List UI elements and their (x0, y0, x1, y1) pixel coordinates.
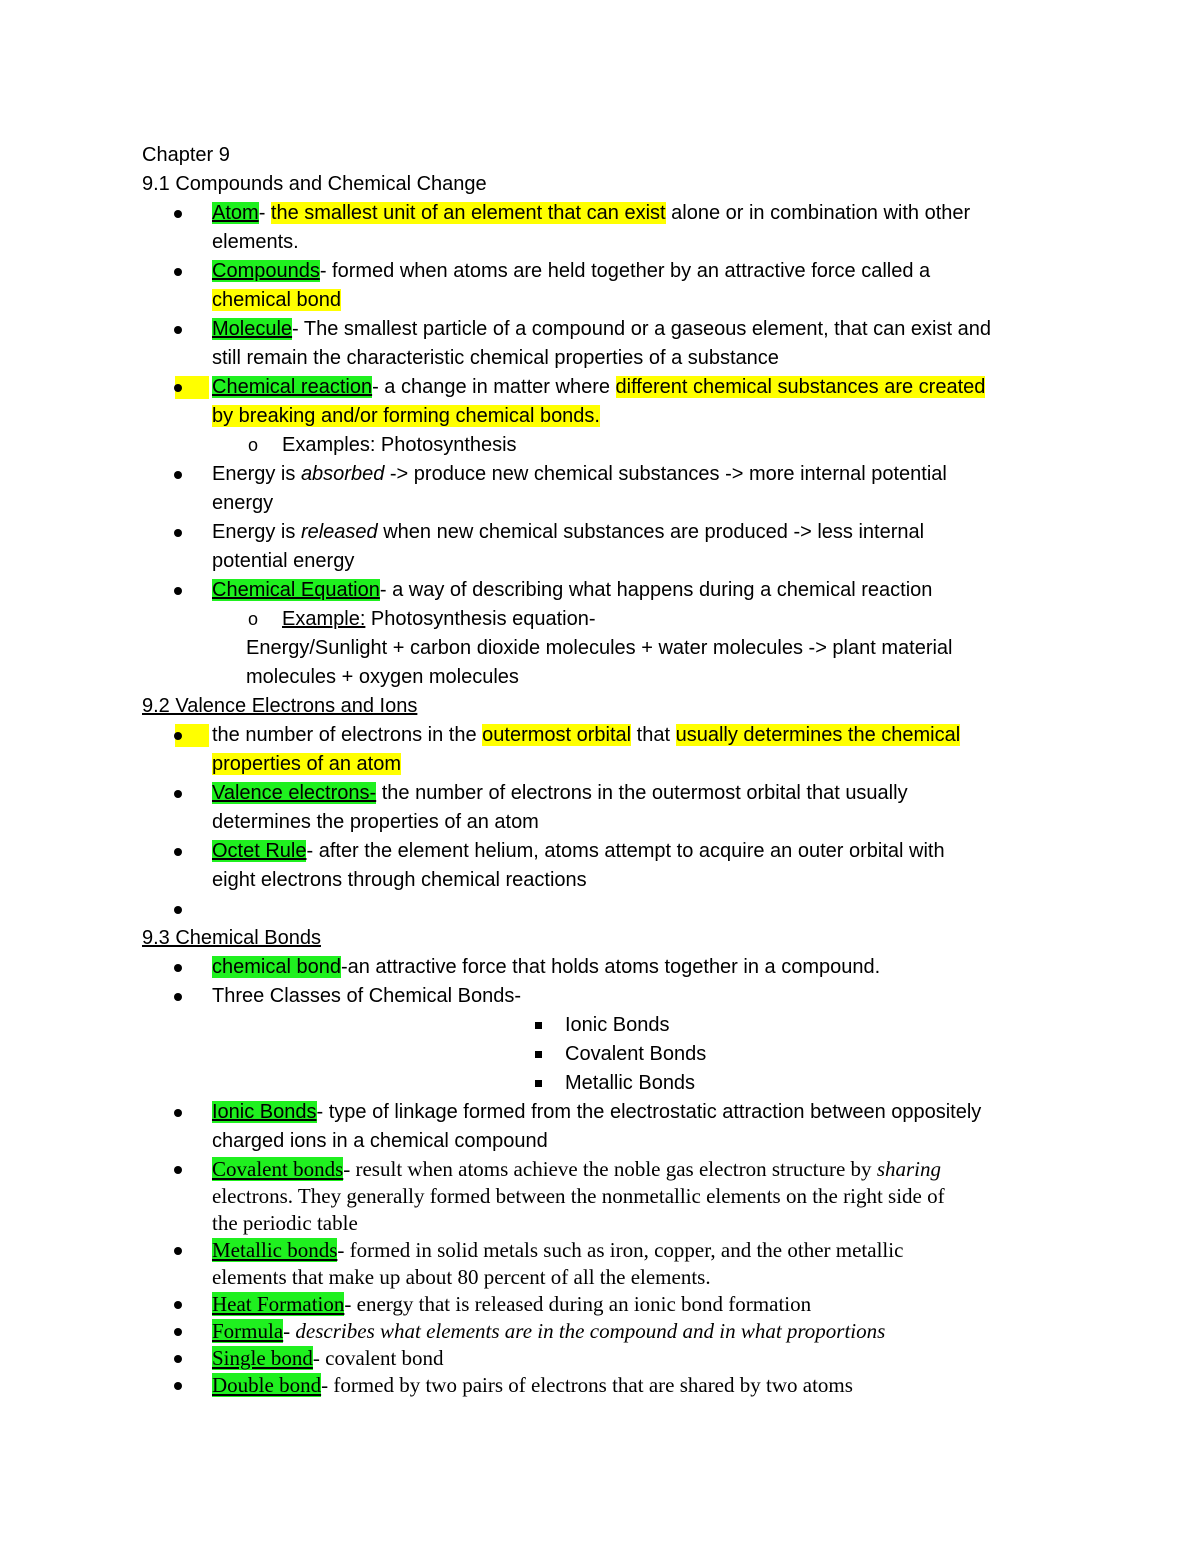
list-item-three-classes: Three Classes of Chemical Bonds- (142, 982, 1082, 1011)
term-octet-rule: Octet Rule (212, 840, 307, 862)
key-phrase: properties of an atom (212, 753, 401, 775)
bullet-icon (174, 906, 182, 914)
term-heat-formation: Heat Formation (212, 1292, 345, 1316)
term-valence-electrons: Valence electrons- (212, 782, 377, 804)
bullet-icon (174, 326, 182, 334)
circle-bullet-icon: o (248, 609, 259, 629)
sub-item-example: o Example: Photosynthesis equation- (142, 605, 1082, 634)
key-phrase: usually determines the chemical (675, 724, 961, 746)
circle-bullet-icon: o (248, 435, 259, 455)
list-item-molecule: Molecule- The smallest particle of a compound or a gaseous element, that can exist and still remain the characteristic chemical properties of a substance (142, 315, 1082, 373)
key-phrase: outermost orbital (482, 724, 632, 746)
bullet-icon (174, 1247, 182, 1255)
bullet-icon (174, 210, 182, 218)
term-metallic-bonds: Metallic bonds (212, 1238, 338, 1262)
list-item-octet-rule: Octet Rule- after the element helium, atoms attempt to acquire an outer orbital with eight electrons through chemical reactions (142, 837, 1082, 895)
list-item-energy-absorbed: Energy is absorbed -> produce new chemical substances -> more internal potential energy (142, 460, 1082, 518)
photosynthesis-equation: Energy/Sunlight + carbon dioxide molecules + water molecules -> plant material (246, 637, 953, 659)
key-phrase: chemical bond (212, 289, 341, 311)
bullet-icon (174, 1166, 182, 1174)
section-heading-9-1: 9.1 Compounds and Chemical Change (142, 173, 487, 195)
bullet-icon (174, 1109, 182, 1117)
term-chemical-equation: Chemical Equation (212, 579, 380, 601)
list-item-atom: Atom- the smallest unit of an element that can exist alone or in combination with other elements. (142, 199, 1082, 257)
document-page: Chapter 9 9.1 Compounds and Chemical Change Atom- the smallest unit of an element that can exist alone or in combination with other elements. Compounds- formed when atoms are held together by an attractive force called a chemical bond Molecule- The smallest particle of a compound or a gaseous element, that can exist and still remain the characteristic chemical properties of a substance Chemical reaction- a change in matter where different chemical substances are created by breaking and/or forming chemical bonds. o Examples: Photosynthesis Energy is absorbed -> produce new chemical substances -> more internal potential energy Energy is released when new chemical substances are produced -> less internal potential energy Chemical Equation- a way of describing what happens during a chemical reaction o Example: Photosynthesis equation- Energy/Sunlight + carbon dioxide molecules + water molecules -> plant material molecules + oxygen molecules 9.2 Valence Electrons and Ions the number of electrons in the outermost orbital that usually determines the chemical properties of an atom Valence electrons- the number of electrons in the outermost orbital that usually determines the properties of an atom Octet Rule- after the element helium, atoms attempt to acquire an outer orbital with eight electrons through chemical reactions 9.3 Chemical Bonds chemical bond-an attractive force that holds atoms together in a compound. Three Classes of Chemical Bonds- Ionic Bonds Covalent Bonds Metallic Bonds Ionic Bonds- type of linkage formed from the electrostatic attraction between oppositely charged ions in a chemical compound Covalent bonds- result when atoms achieve the noble gas electron structure by sharing electrons. They generally formed between the nonmetallic elements on the right side of the periodic table Metallic bonds- formed in solid metals such as iron, copper, and the other metallic elements that make up about 80 percent of all the elements. Heat Formation- energy that is released during an ionic bond formation Formula- describes what elements are in the compound and in what proportions Single bond- covalent bond Double bond- formed by two pairs of electrons that are shared by two atoms (142, 141, 1082, 1399)
term-compounds: Compounds (212, 260, 320, 282)
list-item-heat-formation: Heat Formation- energy that is released during an ionic bond formation (142, 1291, 1082, 1318)
list-item-valence-definition: the number of electrons in the outermost orbital that usually determines the chemical properties of an atom (142, 721, 1082, 779)
bullet-icon (174, 529, 182, 537)
bullet-icon (174, 384, 182, 392)
square-bullet-icon (535, 1051, 542, 1058)
list-item-covalent-bonds: Covalent bonds- result when atoms achieve the noble gas electron structure by sharing electrons. They generally formed between the nonmetallic elements on the right side of the periodic table (142, 1156, 1082, 1237)
list-item-chemical-bond: chemical bond-an attractive force that holds atoms together in a compound. (142, 953, 1082, 982)
list-item-valence-electrons: Valence electrons- the number of electrons in the outermost orbital that usually determines the properties of an atom (142, 779, 1082, 837)
list-item-metallic-bonds: Metallic bonds- formed in solid metals such as iron, copper, and the other metallic elements that make up about 80 percent of all the elements. (142, 1237, 1082, 1291)
bond-class-item: Ionic Bonds (142, 1011, 1082, 1040)
list-item-single-bond: Single bond- covalent bond (142, 1345, 1082, 1372)
list-item-chemical-reaction: Chemical reaction- a change in matter where different chemical substances are created by breaking and/or forming chemical bonds. (142, 373, 1082, 431)
term-covalent-bonds: Covalent bonds (212, 1157, 344, 1181)
bullet-icon (174, 993, 182, 1001)
term-atom: Atom (212, 202, 259, 224)
term-chemical-reaction: Chemical reaction (212, 376, 373, 398)
bond-class-item: Covalent Bonds (142, 1040, 1082, 1069)
list-item-chemical-equation: Chemical Equation- a way of describing what happens during a chemical reaction (142, 576, 1082, 605)
term-double-bond: Double bond (212, 1373, 322, 1397)
term-chemical-bond: chemical bond (212, 956, 341, 978)
term-formula: Formula (212, 1319, 284, 1343)
sub-item-examples: o Examples: Photosynthesis (142, 431, 1082, 460)
key-phrase: by breaking and/or forming chemical bonds. (212, 405, 600, 427)
key-phrase: different chemical substances are created (615, 376, 986, 398)
list-item-energy-released: Energy is released when new chemical substances are produced -> less internal potential energy (142, 518, 1082, 576)
section-heading-9-2: 9.2 Valence Electrons and Ions (142, 695, 418, 717)
bullet-icon (174, 471, 182, 479)
bullet-icon (174, 732, 182, 740)
square-bullet-icon (535, 1022, 542, 1029)
bullet-icon (174, 587, 182, 595)
bullet-icon (174, 964, 182, 972)
bullet-icon (174, 1382, 182, 1390)
list-item-formula: Formula- describes what elements are in the compound and in what proportions (142, 1318, 1082, 1345)
key-phrase: the smallest unit of an element that can exist (270, 202, 666, 224)
term-molecule: Molecule (212, 318, 293, 340)
bond-class-item: Metallic Bonds (142, 1069, 1082, 1098)
bullet-icon (174, 848, 182, 856)
bullet-icon (174, 1301, 182, 1309)
list-item-ionic-bonds: Ionic Bonds- type of linkage formed from the electrostatic attraction between oppositely charged ions in a chemical compound (142, 1098, 1082, 1156)
list-item-double-bond: Double bond- formed by two pairs of electrons that are shared by two atoms (142, 1372, 1082, 1399)
list-item-compounds: Compounds- formed when atoms are held together by an attractive force called a chemical bond (142, 257, 1082, 315)
section-heading-9-3: 9.3 Chemical Bonds (142, 927, 321, 949)
chapter-title: Chapter 9 (142, 144, 230, 166)
bullet-icon (174, 1328, 182, 1336)
square-bullet-icon (535, 1080, 542, 1087)
bullet-icon (174, 790, 182, 798)
list-item-empty (142, 895, 1082, 924)
bullet-icon (174, 268, 182, 276)
term-ionic-bonds: Ionic Bonds (212, 1101, 317, 1123)
term-single-bond: Single bond (212, 1346, 313, 1370)
bullet-icon (174, 1355, 182, 1363)
